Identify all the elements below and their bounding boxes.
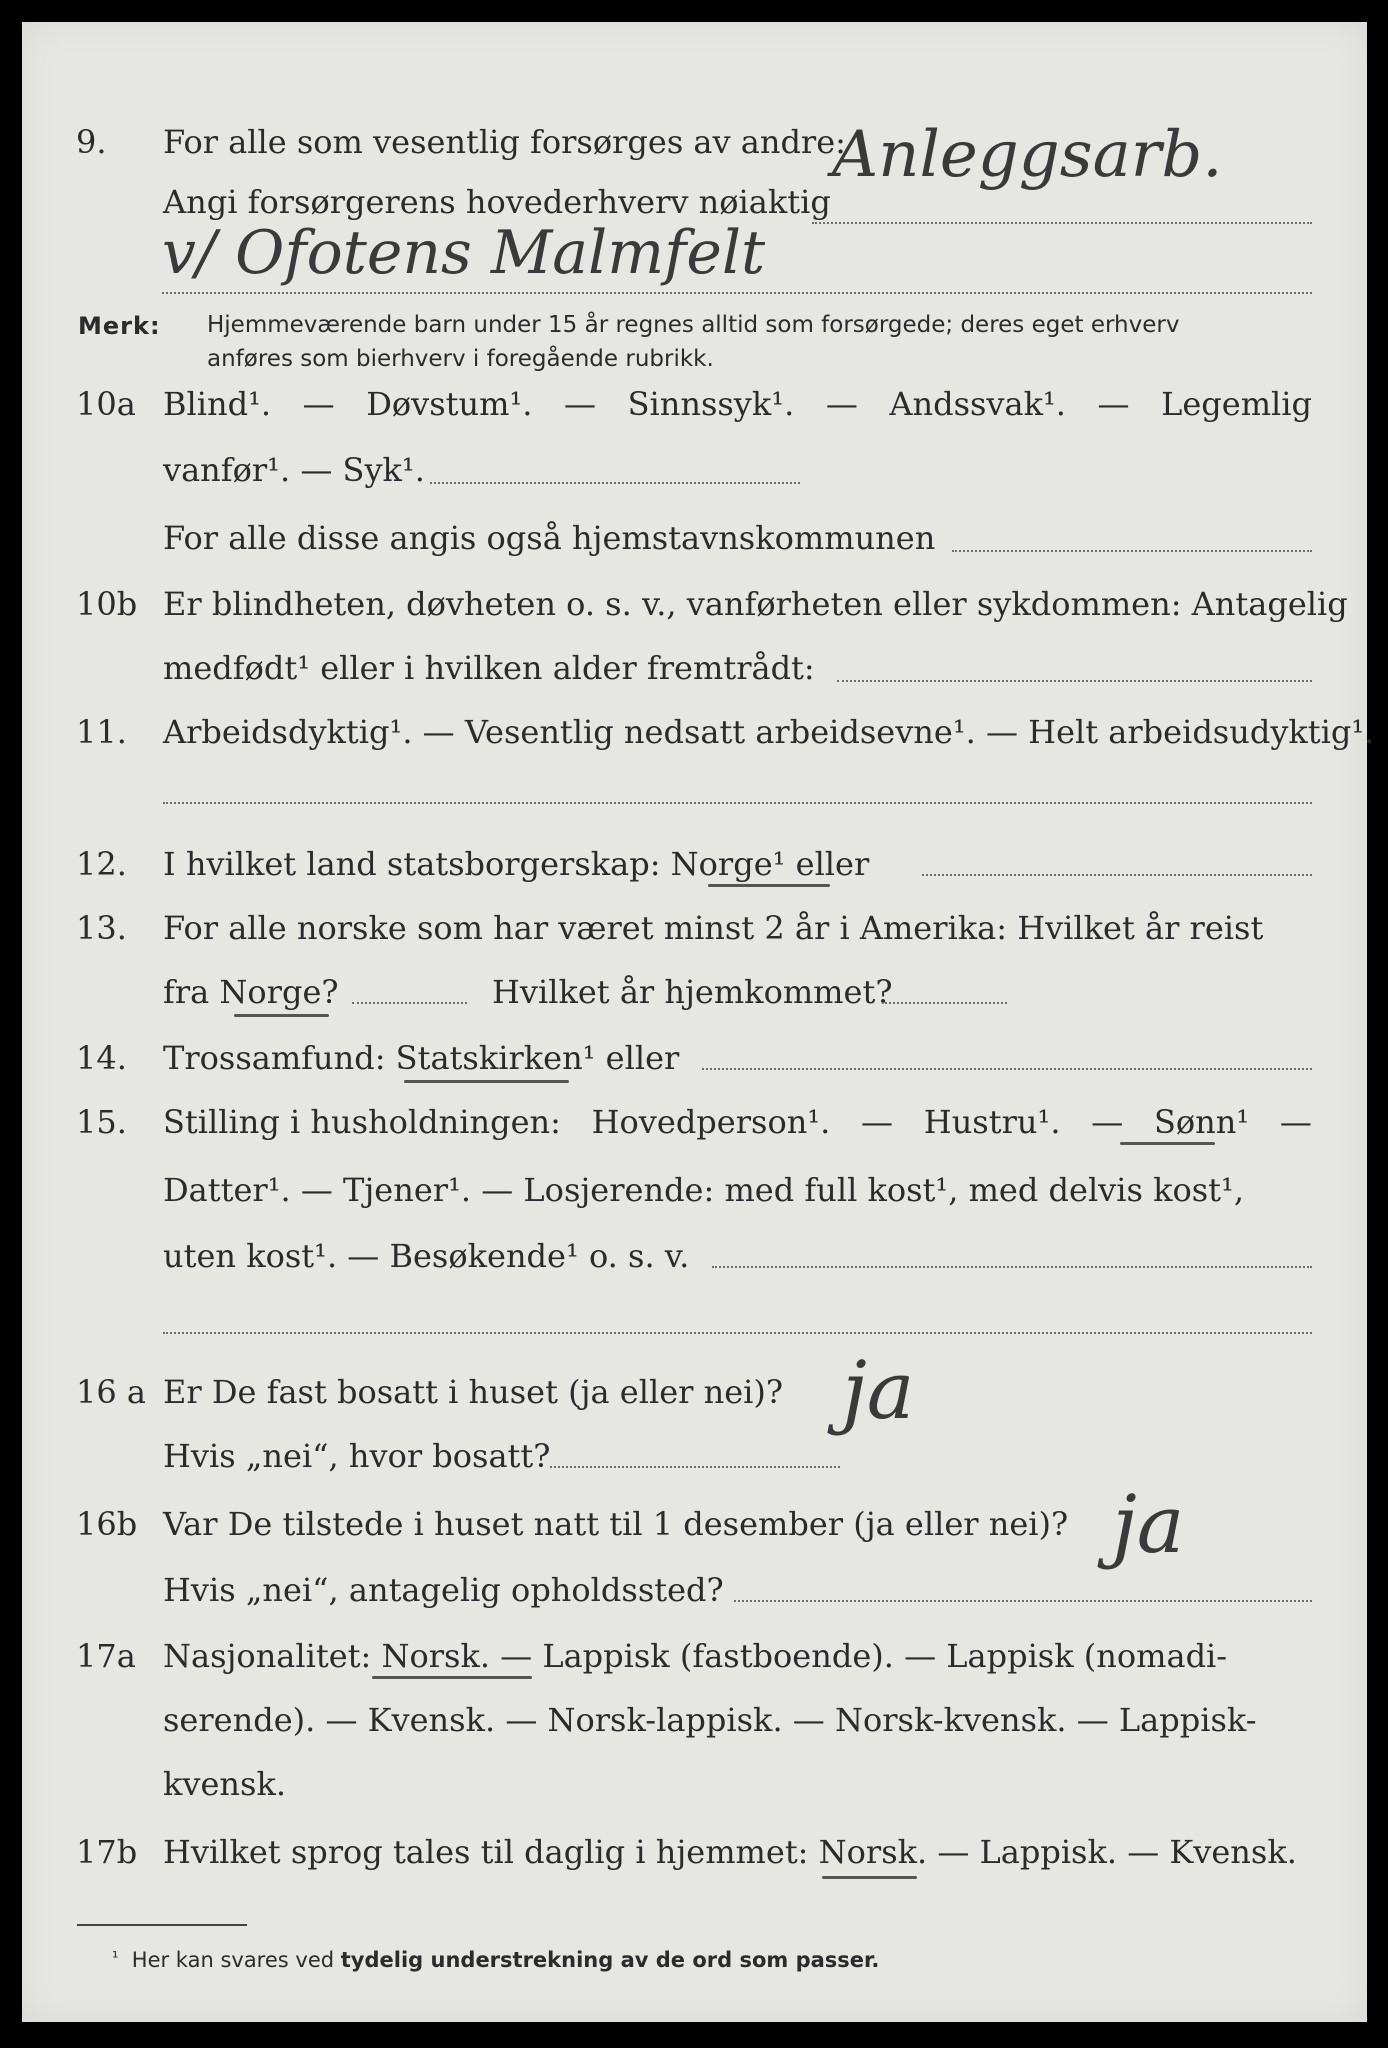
q15-options-line1	[163, 1102, 1312, 1142]
q17a-line2	[22, 1700, 1367, 1740]
q17b-number: 17b	[76, 1833, 138, 1871]
q17a-number: 17a	[76, 1637, 136, 1675]
q9-text-line2: Angi forsørgerens hovederhverv nøiaktig	[163, 183, 831, 221]
q10a-line1	[22, 384, 1367, 424]
q15-label: Stilling i husholdningen:	[163, 1103, 561, 1141]
q10b-line2	[22, 648, 1367, 688]
q17a-text-line2: serende). — Kvensk. — Norsk-lappisk. — Norsk-kvensk. — Lappisk-	[163, 1701, 1257, 1739]
q10a-text-line3: For alle disse angis også hjemstavnskommunen	[163, 519, 936, 557]
q14-text-line1: Trossamfund: Statskirken¹ eller	[163, 1039, 680, 1077]
q10a-text-line2: vanfør¹. — Syk¹.	[163, 451, 425, 489]
q10a-number: 10a	[76, 385, 136, 423]
q15-dotted-line-2	[163, 1332, 1312, 1334]
q12-number: 12.	[76, 845, 127, 883]
q17b-text-line1: Hvilket sprog tales til daglig i hjemmet: Norsk. — Lappisk. — Kvensk.	[163, 1833, 1297, 1871]
q11-number: 11.	[76, 713, 127, 751]
q13-text-line1: For alle norske som har været minst 2 år i Amerika: Hvilket år reist	[163, 909, 1264, 947]
q15-option-sonn: Sønn¹	[1153, 1103, 1250, 1141]
q16a-dotted-line	[550, 1466, 840, 1468]
q14-dotted-line	[702, 1068, 1312, 1070]
merk-note-line1: Hjemmeværende barn under 15 år regnes alltid som forsørgede; deres eget erhverv	[207, 312, 1180, 338]
q12-underline-norge	[708, 884, 830, 887]
q13-number: 13.	[76, 909, 127, 947]
q10a-options	[163, 384, 1312, 424]
q15-underline-sonn	[1120, 1142, 1215, 1145]
q11-text-line1: Arbeidsdyktig¹. — Vesentlig nedsatt arbeidsevne¹. — Helt arbeidsudyktig¹.	[163, 713, 1375, 751]
q14-line1	[22, 1038, 1367, 1078]
q13-text-line2a: fra Norge?	[163, 973, 339, 1011]
q10a-dash: —	[302, 385, 335, 423]
q11-dotted-line	[163, 802, 1312, 804]
q15-option-hovedperson: Hovedperson¹.	[591, 1103, 831, 1141]
q10b-dotted-line	[837, 680, 1312, 682]
q16b-line2	[22, 1570, 1367, 1610]
q15-dash: —	[1279, 1103, 1312, 1141]
q17a-underline-norsk	[372, 1676, 532, 1679]
q10a-option-sinnssyk: Sinnssyk¹.	[627, 385, 795, 423]
q9-text-line1: For alle som vesentlig forsørges av andre:	[163, 123, 846, 161]
q12-text-line1: I hvilket land statsborgerskap: Norge¹ eller	[163, 845, 870, 883]
q16a-handwriting-answer: ja	[842, 1344, 915, 1437]
q17a-line3	[22, 1764, 1367, 1804]
q10a-option-legemlig: Legemlig	[1161, 385, 1312, 423]
q15-dotted-line-1	[712, 1266, 1312, 1268]
q16b-text-line1: Var De tilstede i huset natt til 1 desember (ja eller nei)?	[163, 1505, 1069, 1543]
q15-text-line3: uten kost¹. — Besøkende¹ o. s. v.	[163, 1237, 690, 1275]
q10a-line2	[22, 450, 1367, 490]
q16b-handwriting-answer: ja	[1112, 1478, 1185, 1571]
q13-text-line2b: Hvilket år hjemkommet?	[492, 973, 893, 1011]
q9-dotted-line-1	[812, 222, 1312, 224]
q10a-option-dovstum: Døvstum¹.	[366, 385, 533, 423]
q10b-text-line1: Er blindheten, døvheten o. s. v., vanførheten eller sykdommen: Antagelig	[163, 585, 1348, 623]
q17b-underline-norsk	[822, 1876, 917, 1879]
q13-line2	[22, 972, 1367, 1012]
q10a-line3	[22, 518, 1367, 558]
q17a-text-line3: kvensk.	[163, 1765, 286, 1803]
q15-line2	[22, 1170, 1367, 1210]
q16a-text-line2: Hvis „nei“, hvor bosatt?	[163, 1437, 551, 1475]
q13-dotted-line-1	[352, 1002, 467, 1004]
q16a-line1	[22, 1372, 1367, 1412]
q17a-text-line1: Nasjonalitet: Norsk. — Lappisk (fastboende). — Lappisk (nomadi-	[163, 1637, 1228, 1675]
q17b-line1	[22, 1832, 1367, 1872]
q13-line1	[22, 908, 1367, 948]
q10a-option-blind: Blind¹.	[163, 385, 272, 423]
q13-underline-norge	[234, 1014, 329, 1017]
merk-label: Merk:	[78, 312, 161, 340]
q10b-text-line2: medfødt¹ eller i hvilken alder fremtrådt:	[163, 649, 815, 687]
q10b-line1	[22, 584, 1367, 624]
q15-line3	[22, 1236, 1367, 1276]
q10a-dash: —	[564, 385, 596, 423]
q9-line2	[22, 182, 1367, 222]
q9-handwriting-occupation: Anleggsarb.	[832, 118, 1223, 192]
q15-dash: —	[861, 1103, 894, 1141]
q10b-number: 10b	[76, 585, 138, 623]
q15-option-hustru: Hustru¹.	[923, 1103, 1061, 1141]
q14-underline-statskirken	[404, 1080, 569, 1083]
census-form-page	[22, 22, 1375, 2022]
q10a-dotted-line-2	[952, 550, 1312, 552]
q12-dotted-line	[922, 874, 1312, 876]
q11-line1	[22, 712, 1375, 752]
merk-note-line2: anføres som bierhverv i foregående rubrikk.	[207, 346, 714, 372]
footnote	[112, 1948, 879, 1972]
q16a-line2	[22, 1436, 1367, 1476]
q15-number: 15.	[76, 1103, 127, 1141]
q16a-text-line1: Er De fast bosatt i huset (ja eller nei)?	[163, 1373, 784, 1411]
q12-line1	[22, 844, 1367, 884]
q16b-dotted-line	[734, 1600, 1312, 1602]
q9-number: 9.	[76, 123, 107, 161]
footnote-text: Her kan svares ved	[131, 1948, 335, 1972]
footnote-mark: ¹	[112, 1948, 119, 1967]
q9-handwriting-employer: v/ Ofotens Malmfelt	[162, 218, 766, 288]
q15-line1	[22, 1102, 1367, 1142]
q14-number: 14.	[76, 1039, 127, 1077]
q16a-number: 16 a	[76, 1373, 146, 1411]
q15-text-line2: Datter¹. — Tjener¹. — Losjerende: med full kost¹, med delvis kost¹,	[163, 1171, 1245, 1209]
q10a-dotted-line-1	[430, 482, 800, 484]
q15-dash: —	[1091, 1103, 1124, 1141]
footnote-rule	[77, 1924, 247, 1926]
q10a-dash: —	[1097, 385, 1130, 423]
q13-dotted-line-2	[882, 1002, 1007, 1004]
footnote-text-bold: tydelig understrekning av de ord som passer.	[340, 1948, 880, 1972]
q16b-text-line2: Hvis „nei“, antagelig opholdssted?	[163, 1571, 724, 1609]
q10a-option-andssvak: Andssvak¹.	[889, 385, 1066, 423]
q17a-line1	[22, 1636, 1367, 1676]
q16b-number: 16b	[76, 1505, 138, 1543]
q9-dotted-line-2	[162, 292, 1312, 294]
q10a-dash: —	[825, 385, 858, 423]
